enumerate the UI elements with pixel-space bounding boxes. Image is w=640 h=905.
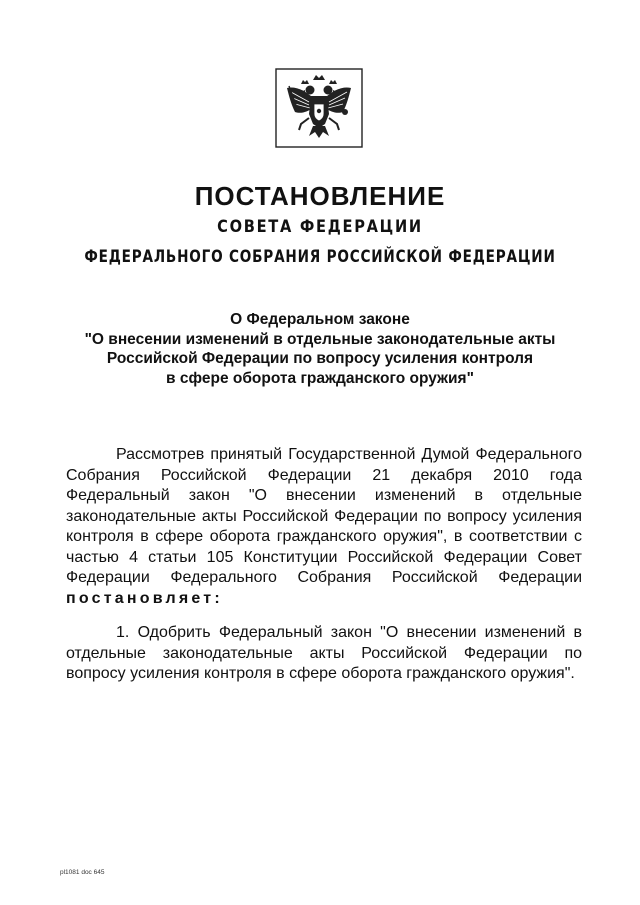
preamble-paragraph xyxy=(66,445,582,609)
subject-line-1: О Федеральном законе xyxy=(230,311,410,328)
subject-line-4: в сфере оборота гражданского оружия" xyxy=(166,369,474,387)
document-code: pl1081 doc 645 xyxy=(60,869,105,876)
resolution-verb: постановляет: xyxy=(66,589,223,607)
resolution-item-1: 1. Одобрить Федеральный закон "О внесении изменений в отдельные законодательные акты Российской Федерации по вопросу усиления контроля в сфере оборота гражданского оружия". xyxy=(66,624,582,682)
russian-coat-of-arms-icon xyxy=(275,68,363,148)
document-title: ПОСТАНОВЛЕНИЕ xyxy=(194,181,446,211)
document-subject xyxy=(0,310,640,388)
preamble-text: Рассмотрев принятый Государственной Думой Федерального Собрания Российской Федерации 21 декабря 2010 года Федеральный закон "О внесении изменений в отдельные законодательные акты Российской Федерации по вопросу усиления контроля в сфере оборота гражданского оружия", в соответствии с частью 4 статьи 105 Конституции Российской Федерации Совет Федерации Федерального Собрания Российской Федерации xyxy=(66,446,582,586)
subject-line-3: Российской Федерации по вопросу усиления контроля xyxy=(106,350,534,367)
coat-of-arms-emblem xyxy=(275,68,363,148)
subject-line-2: "О внесении изменений в отдельные законодательные акты xyxy=(84,330,556,348)
issuer-line-2: ФЕДЕРАЛЬНОГО СОБРАНИЯ РОССИЙСКОЙ ФЕДЕРАЦИИ xyxy=(84,247,556,267)
issuer-line-1: СОВЕТА ФЕДЕРАЦИИ xyxy=(217,217,423,237)
